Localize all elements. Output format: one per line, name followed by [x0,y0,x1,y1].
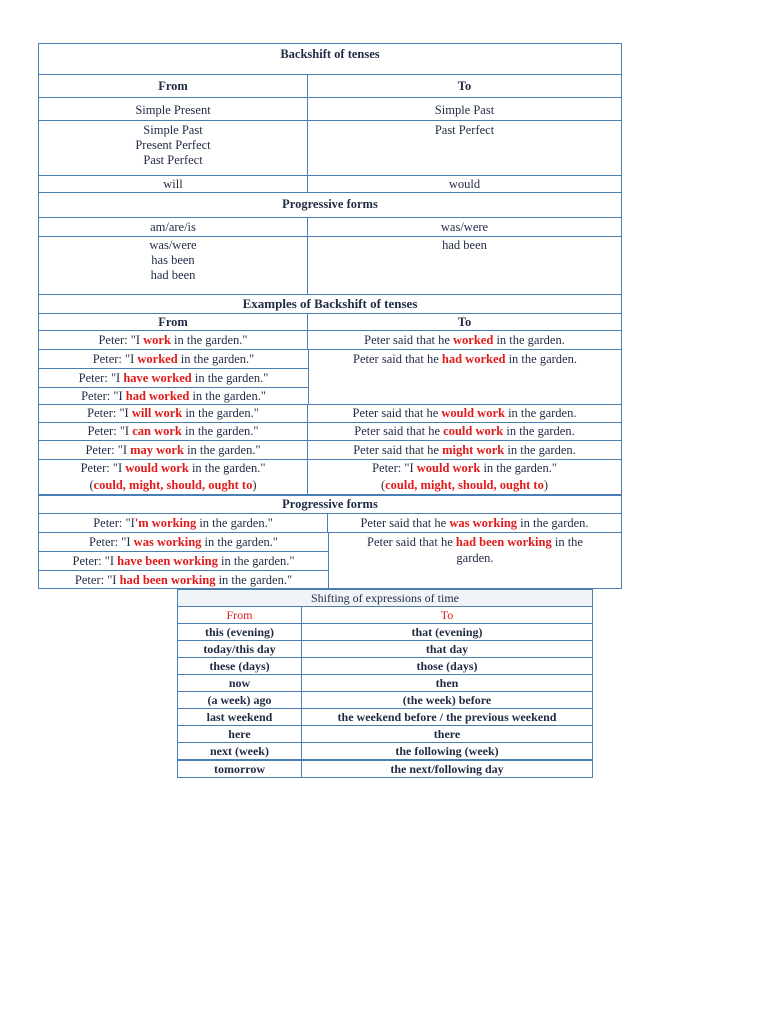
text: Peter said that he [360,516,450,530]
text: in the garden." [480,461,557,475]
example-from-group [39,350,309,404]
example-to [308,405,621,422]
verb-highlight: had been working [455,535,552,549]
example-from [39,570,328,589]
example-to [308,460,621,494]
verb-highlight: could work [443,424,504,438]
tense-row [39,97,621,120]
text: in the garden. [505,352,577,366]
example-from [39,405,308,422]
tense-to: Simple Past [434,103,495,117]
text: in the garden. [493,333,565,347]
example-group-row [39,532,621,588]
time-to: then [435,676,459,690]
text: Peter said that he [364,333,454,347]
tense-from: am/are/is [39,218,308,236]
time-to: there [433,727,461,741]
text: in the garden." [189,389,266,403]
example-from [39,460,308,494]
tense-from: will [39,176,308,192]
time-row [178,708,592,725]
verb-highlight: was working [449,516,518,530]
examples-header-row [39,313,621,330]
text: Peter: "I [78,371,124,385]
time-row [178,640,592,657]
time-row [178,691,592,708]
to-header: To [457,79,472,93]
time-row [178,657,592,674]
example-from-group [39,533,329,588]
tense-to: had been [442,238,487,252]
example-from [39,387,308,405]
tense-from-line: Past Perfect [143,153,203,167]
examples-title: Examples of Backshift of tenses [242,296,418,311]
tense-to: would [448,177,481,191]
tense-from-line: had been [150,268,196,282]
time-from: tomorrow [178,761,302,777]
verb-highlight: have worked [123,371,192,385]
time-expressions-table [177,589,593,778]
modals-line [308,477,621,494]
tense-row [39,175,621,192]
text: Peter said that he [353,443,443,457]
text: in the garden. [517,516,589,530]
text: Peter said that he [353,352,442,366]
time-to: those (days) [416,659,478,673]
progressive-heading-row [39,192,621,217]
text: in the garden." [188,461,266,475]
text: ( [89,478,94,492]
example-row [39,330,621,349]
verb-highlight: would work [416,461,481,475]
verb-highlight: work [143,333,171,347]
example-to [309,350,621,404]
text: Peter: "I [87,424,133,438]
tense-from-line: was/were [149,238,197,252]
text: Peter: "I [85,443,131,457]
text: Peter: "I [72,554,118,568]
time-from: (a week) ago [178,692,302,708]
time-header-row [178,606,592,623]
text: Peter said that he [354,424,444,438]
examples-from-header: From [39,314,308,330]
text: in the [551,535,583,549]
text: in the garden. [503,424,575,438]
text: Peter: "I [74,573,120,587]
verb-highlight: might work [442,443,505,457]
modals-line [39,477,307,494]
time-row [178,623,592,640]
tense-row [39,120,621,175]
tense-to: was/were [440,220,489,234]
verb-highlight: have been working [117,554,218,568]
tense-from-line: Present Perfect [135,138,211,152]
text: Peter: "I [372,461,417,475]
examples-to-header: To [457,315,472,329]
time-from: today/this day [178,641,302,657]
verb-highlight: 'm working [134,516,197,530]
header-row [39,74,621,97]
from-header: From [39,75,308,97]
time-to: that (evening) [411,625,483,639]
time-row [178,674,592,691]
time-title: Shifting of expressions of time [178,590,592,606]
modals-highlight: could, might, should, ought to [385,478,544,492]
example-from [39,368,308,387]
time-to: that day [425,642,469,656]
modals-highlight: could, might, should, ought to [93,478,253,492]
time-to: (the week) before [402,693,492,707]
example-to [329,533,621,588]
example-line [308,460,621,477]
time-row [178,759,592,777]
backshift-table [38,43,622,589]
example-row [39,422,621,440]
verb-highlight: had been working [119,573,216,587]
time-from: next (week) [178,743,302,759]
verb-highlight: worked [453,333,494,347]
text: Peter: "I [92,352,138,366]
time-from: last weekend [178,709,302,725]
time-row [178,725,592,742]
time-from: these (days) [178,658,302,674]
example-from [39,533,328,551]
text: Peter: "I [89,535,134,549]
text: Peter: "I [81,389,126,403]
text: in the garden. [504,443,576,457]
example-from [39,350,308,368]
text: in the garden." [196,516,273,530]
example-row [39,440,621,459]
text: in the garden." [183,443,261,457]
text: in the garden." [182,406,259,420]
tense-to: Past Perfect [434,123,495,137]
time-to-header: To [440,608,454,622]
example-to [328,514,621,532]
example-line: garden. [456,551,494,565]
text: ) [543,478,549,492]
example-from [39,551,328,570]
examples-title-row [39,294,621,313]
verb-highlight: may work [130,443,184,457]
tense-row [39,236,621,294]
example-row [39,404,621,422]
verb-highlight: would work [441,406,505,420]
example-row [39,513,621,532]
example-from [39,514,328,532]
example-to [308,423,621,440]
text: ) [252,478,257,492]
text: in the garden." [215,573,293,587]
example-line [39,460,307,477]
text: Peter: "I [98,333,144,347]
text: in the garden." [201,535,278,549]
time-to: the weekend before / the previous weekend [337,710,557,724]
time-from-header: From [178,607,302,623]
example-to [308,441,621,459]
text: ( [380,478,386,492]
example-from [39,441,308,459]
text: in the garden." [170,333,248,347]
backshift-document [38,43,622,589]
verb-highlight: was working [133,535,202,549]
text: Peter said that he [367,535,456,549]
table-title: Backshift of tenses [280,47,380,61]
time-to: the following (week) [395,744,499,758]
text: in the garden." [177,352,255,366]
tense-from [39,121,308,175]
text: Peter said that he [352,406,442,420]
time-from: now [178,675,302,691]
text: in the garden." [217,554,295,568]
tense-from-line: Simple Past [143,123,203,137]
tense-from [39,237,308,294]
verb-highlight: worked [137,352,178,366]
time-from: here [178,726,302,742]
tense-row [39,217,621,236]
verb-highlight: can work [132,424,182,438]
text: Peter: "I [93,516,135,530]
time-to: the next/following day [390,762,504,776]
table-title-row [39,44,621,74]
tense-from: Simple Present [39,98,308,120]
example-from [39,423,308,440]
example-line [329,534,621,550]
example-row [39,459,621,494]
examples-progressive-heading-row [39,494,621,513]
time-title-row [178,590,592,606]
examples-progressive-heading: Progressive forms [282,497,378,511]
verb-highlight: had worked [441,352,506,366]
example-to [308,331,621,349]
text: in the garden." [181,424,259,438]
text: Peter: "I [80,461,126,475]
time-from: this (evening) [178,624,302,640]
progressive-heading: Progressive forms [282,197,378,211]
text: in the garden. [504,406,577,420]
example-group-row [39,349,621,404]
verb-highlight: will work [131,406,183,420]
text: Peter: "I [87,406,132,420]
tense-from-line: has been [151,253,195,267]
verb-highlight: would work [125,461,189,475]
example-from [39,331,308,349]
time-row [178,742,592,759]
text: in the garden." [191,371,269,385]
verb-highlight: had worked [125,389,190,403]
